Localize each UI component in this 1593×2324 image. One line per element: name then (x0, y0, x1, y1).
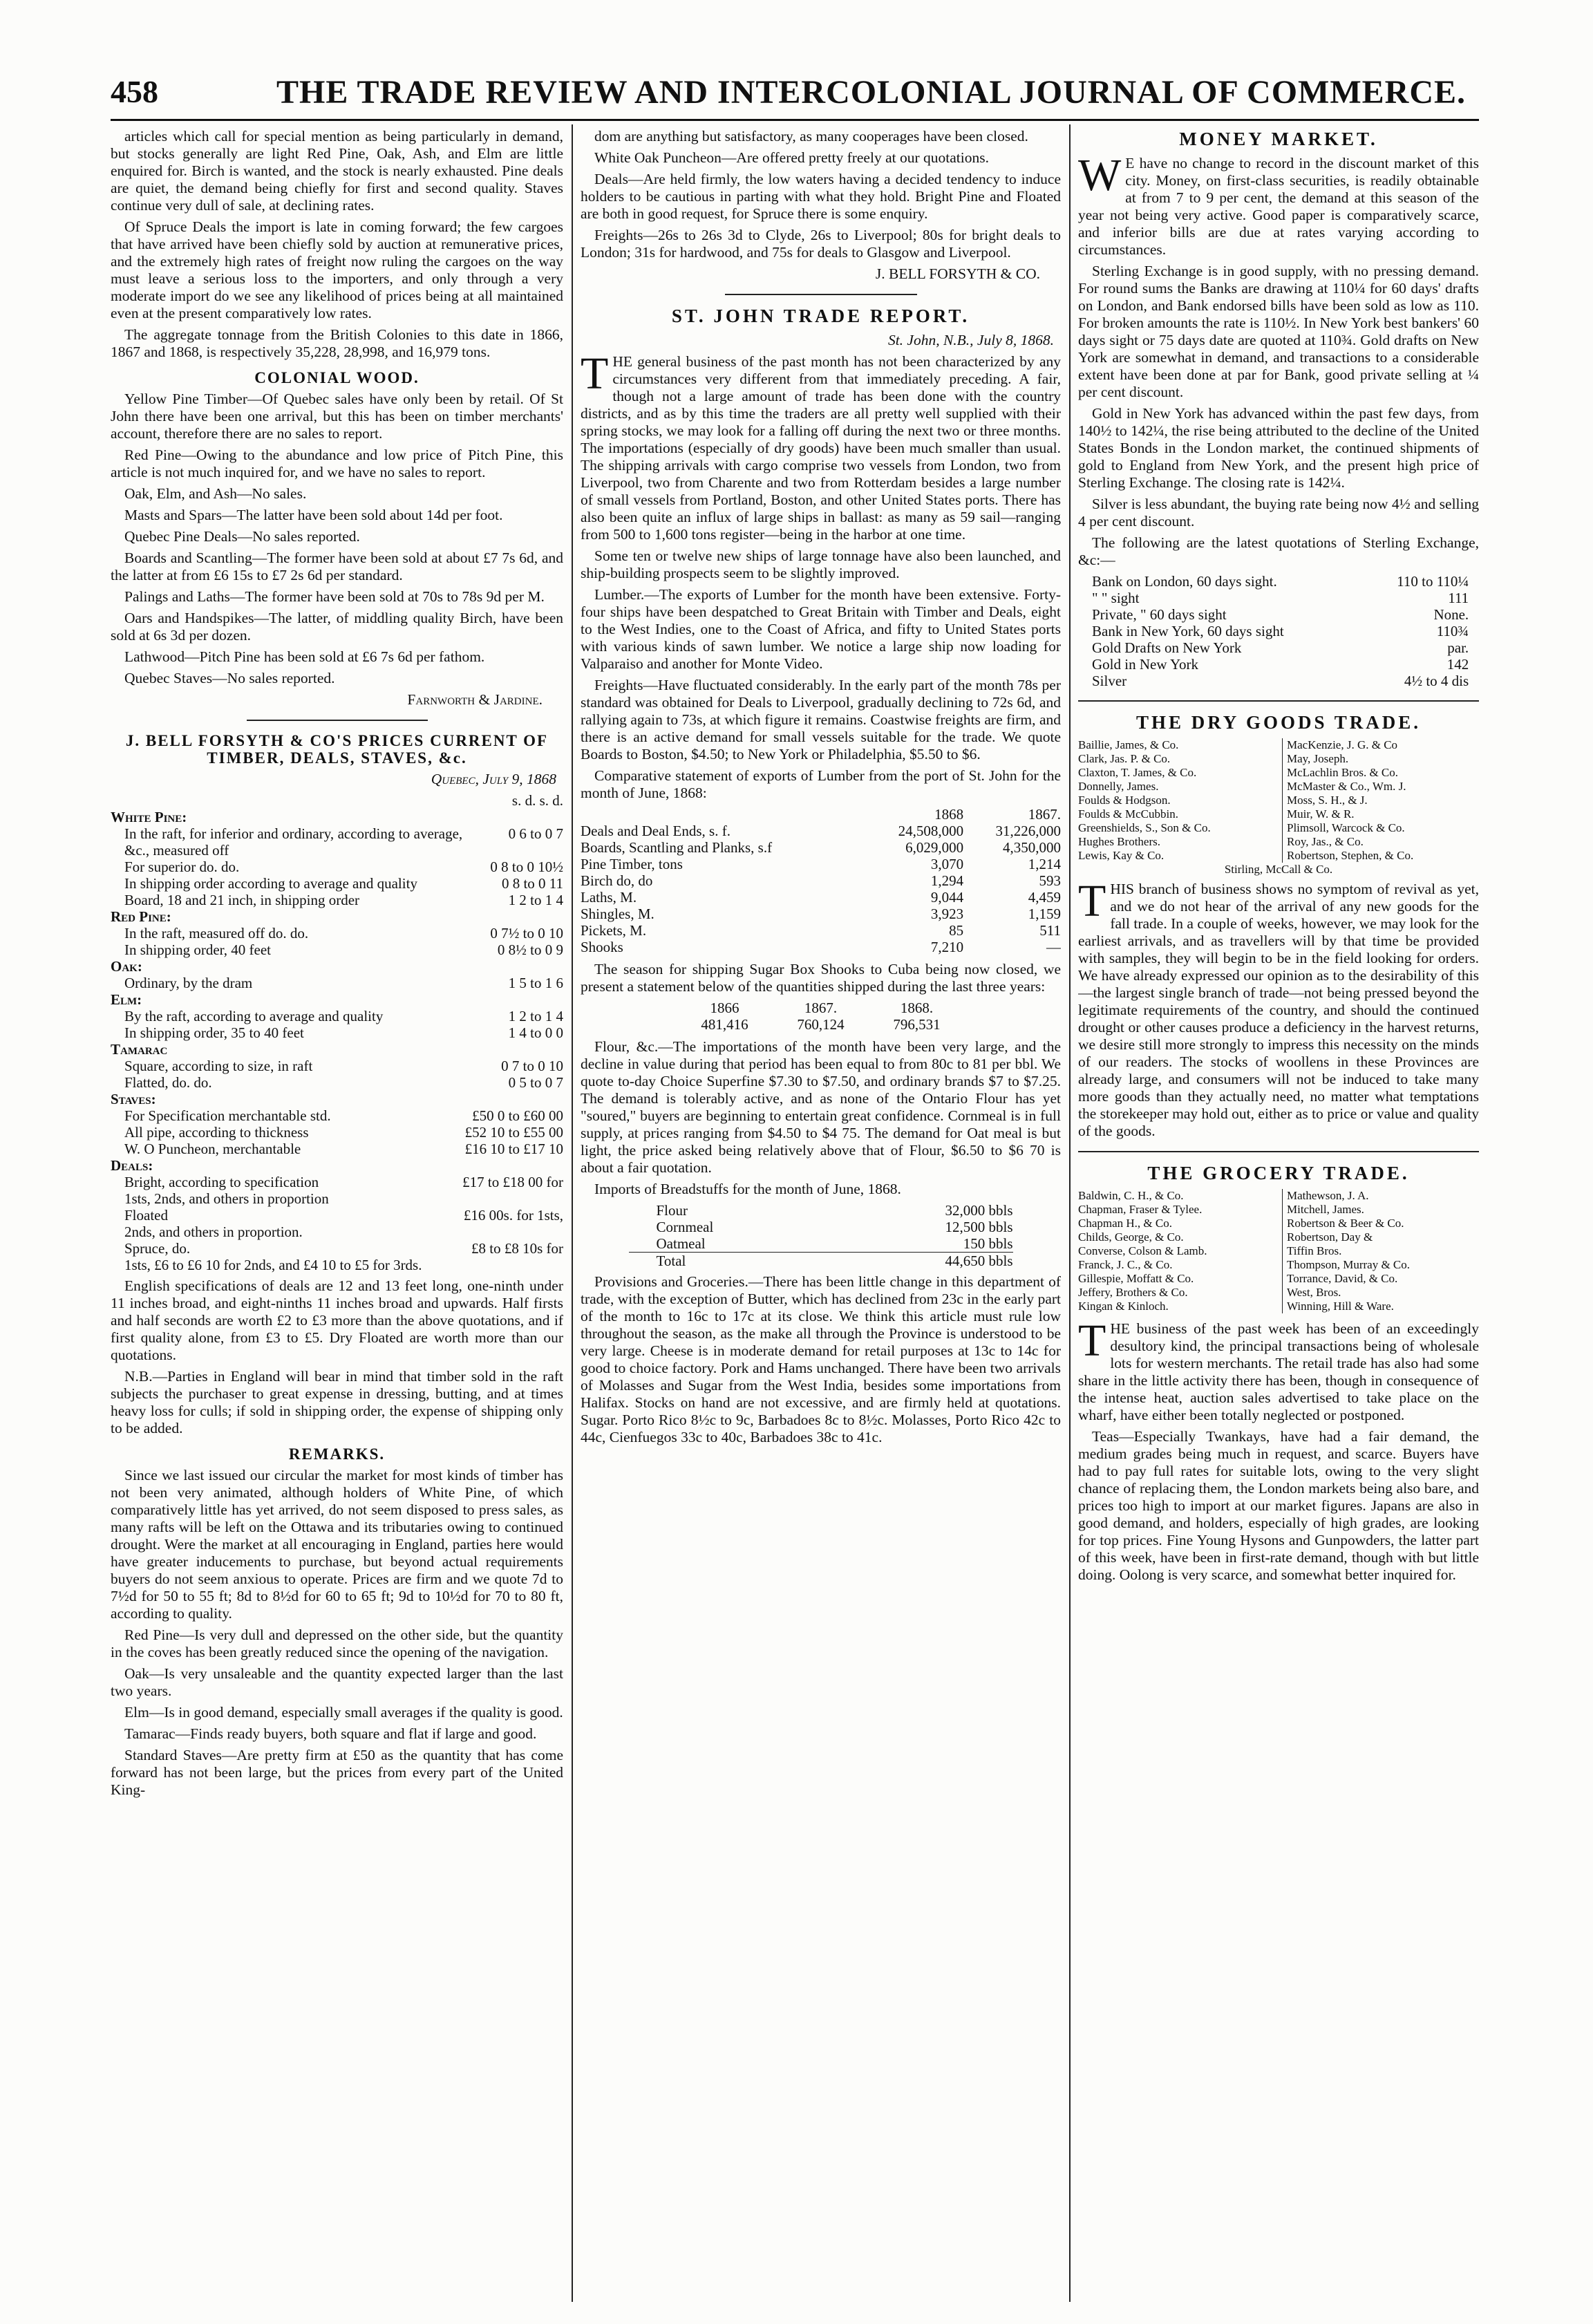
price-value: £16 10 to £17 10 (464, 1141, 563, 1157)
price-row (111, 1008, 563, 1024)
paragraph: Tamarac—Finds ready buyers, both square and flat if large and good. (124, 1725, 537, 1742)
paragraph: Of Spruce Deals the import is late in coming forward; the few cargoes that have arrived have been chiefly sold by auction at remunerative prices, and the extremely high rates of freight now ruling the cargoes on the way must leave a serious loss to the importers, and only through a very moderate import do we see any likelihood of prices being at all maintained even at the present comparatively low rates. (111, 218, 563, 321)
price-category-row (111, 958, 563, 975)
price-label: Spruce, do. (124, 1240, 191, 1257)
price-value (462, 1091, 563, 1107)
paragraph: The aggregate tonnage from the British Colonies to this date in 1866, 1867 and 1868, is respectively 35,228, 28,998, and 16,979 tons. (111, 326, 563, 360)
firm-name: Robertson, Day & (1287, 1230, 1373, 1244)
price-value: 0 8 to 0 10½ (490, 859, 563, 875)
exports-value-1867: 593 (1039, 872, 1061, 889)
paragraph: Deals—Are held firmly, the low waters having a decided tendency to induce holders to be cautious in parting with what they hold. Bright Pine and Floated are both in good request, for Spruce there is some enquiry. (581, 171, 1061, 222)
exports-value-1868: 6,029,000 (905, 839, 964, 856)
exports-row (581, 856, 1061, 872)
price-category-row (111, 908, 563, 925)
exports-label: Deals and Deal Ends, s. f. (581, 823, 730, 839)
imports-total-label: Total (629, 1253, 842, 1270)
signature: Farnworth & Jardine. (407, 691, 543, 708)
column-3 (1078, 128, 1479, 2305)
paragraph: English specifications of deals are 12 and 13 feet long, one-ninth under 11 inches broad, and eight-ninths 11 inches broad and upwards. Half firsts and half seconds are worth £2 to £3 more than the above quotations, and if first quality alone, from £3 to £5. Dry Floated are worth more than our quotations. (111, 1277, 563, 1363)
price-row (111, 875, 563, 892)
firms-right-list (1282, 738, 1479, 863)
signature: J. BELL FORSYTH & CO. (875, 265, 1040, 282)
paragraph: Quebec Pine Deals—No sales reported. (124, 528, 360, 545)
price-label: In shipping order, 40 feet (124, 941, 272, 958)
section-rule (725, 294, 917, 295)
paragraph: Flour, &c.—The importations of the month have been very large, and the decline in value during that period has been equal to from 80c to 81 per bbl. We quote to-day Choice Superfine $7.30 to $7.50, and ordinary brands $7 to $7.25. The demand is tolerably active, and as none of the Ontario Flour has yet "soured," buyers are beginning to entertain great confidence. Cornmeal is in full supply, at prices ranging from $4.50 to $4 75. The demand for Oat meal is but light, the price asked being relatively above that of Flour, $6.50 to $6 70 is about a fair quotation. (581, 1038, 1061, 1176)
firm-name: Thompson, Murray & Co. (1287, 1258, 1411, 1271)
paragraph: Lumber.—The exports of Lumber for the month have been extensive. Forty-four ships have been despatched to Great Britain with Timber and Deals, eight to the West Indies, one to the Coast of Africa, and fifty to United States ports with various kinds of sawn lumber. We notice a large ship now loading for Valparaiso and another for Monte Video. (581, 586, 1061, 672)
exports-row (581, 922, 1061, 939)
grocery-firms (1078, 1189, 1479, 1313)
price-value: 1 4 to 0 0 (508, 1024, 563, 1041)
prices-header-row (111, 792, 563, 809)
paragraph: Silver is less abundant, the buying rate being now 4½ and selling 4 per cent discount. (1078, 496, 1479, 530)
quote-label: Bank on London, 60 days sight. (1092, 573, 1277, 590)
price-value: 0 6 to 0 7 (508, 825, 563, 842)
price-row (111, 1240, 563, 1257)
paragraph: Red Pine—Owing to the abundance and low price of Pitch Pine, this article is not much inquired for, and we have no sales to report. (111, 447, 563, 480)
price-row (111, 1107, 563, 1124)
price-label: Staves: (111, 1091, 156, 1107)
imports-value: 150 bbls (963, 1235, 1013, 1252)
paragraph: Freights—26s to 26s 3d to Clyde, 26s to Liverpool; 80s for bright deals to London; 31s for hardwood, and 75s for deals to Glasgow and Liverpool. (581, 227, 1061, 261)
imports-total-value: 44,650 bbls (842, 1253, 1013, 1270)
quote-row (1092, 623, 1469, 639)
firm-name: Kingan & Kinloch. (1078, 1300, 1169, 1313)
price-row (111, 925, 563, 941)
paragraph: Since we last issued our circular the market for most kinds of timber has not been very animated, although holders of White Pine, of which comparatively little has yet arrived, do not seem disposed to press sales, as many rafts will be left on the Ottawa and its tributaries owing to continued drought. Were the market at all encouraging in England, parties here would have greater inducements to purchase, but beyond actual requirements buyers do not seem anxious to operate. Prices are firm and we quote 7d to 7½d for 50 to 55 ft; 8d to 8½d for 60 to 65 ft; 9d to 10½d for 70 to 80 ft, according to quality. (111, 1467, 563, 1622)
price-value: £8 to £8 10s for (471, 1240, 563, 1257)
shooks-value: 796,531 (893, 1016, 941, 1033)
paragraph: Teas—Especially Twankays, have had a fair demand, the medium grades being much in request, and scarce. Buyers have had to pay full rates for suitable lots, owing to the very slight chance of replacing them, the London markets being also bare, and prices too high to import at our market figures. Japans are also in good demand, and holders, especially of high grades, are looking for top prices. Fine Young Hysons and Gunpowders, the latter part of this week, have been in first-rate demand, though with but little doing. Oolong is very scarce, and somewhat better inquired for. (1078, 1428, 1479, 1583)
imports-label: Flour (656, 1202, 688, 1219)
exports-value-1867: 511 (1039, 922, 1061, 939)
price-value (462, 1041, 563, 1058)
paragraph: Boards and Scantling—The former have been sold at about £7 7s 6d, and the latter at from £6 15s to £7 2s 6d per standard. (111, 550, 563, 583)
price-label: In the raft, measured off do. do. (124, 925, 309, 941)
quote-value: None. (1433, 606, 1469, 623)
firm-name: Greenshields, S., Son & Co. (1078, 821, 1211, 834)
exports-row (581, 906, 1061, 922)
paragraph: Red Pine—Is very dull and depressed on the other side, but the quantity in the coves has been greatly reduced since the opening of the navigation. (111, 1627, 563, 1660)
firms-left-list (1078, 738, 1275, 863)
firms-right-list (1282, 1189, 1479, 1313)
paragraph: Imports of Breadstuffs for the month of June, 1868. (594, 1181, 901, 1197)
intro-paragraphs (111, 128, 563, 361)
price-category-row (111, 1041, 563, 1058)
price-label: Floated (124, 1207, 168, 1224)
quote-label: " " sight (1092, 590, 1140, 606)
exports-label: Shingles, M. (581, 906, 654, 922)
price-value: £52 10 to £55 00 (464, 1124, 563, 1141)
quote-label: Bank in New York, 60 days sight (1092, 623, 1284, 639)
header-rule (111, 119, 1479, 121)
firm-name: Robertson, Stephen, & Co. (1287, 849, 1414, 862)
shooks-years-row (677, 1000, 965, 1016)
quote-value: 111 (1448, 590, 1469, 606)
exports-value-1867: 1,214 (1028, 856, 1061, 872)
drop-cap: W (1078, 150, 1122, 200)
imports-total-row (629, 1253, 1013, 1270)
paragraph: Gold in New York has advanced within the past few days, from 140½ to 142¼, the rise being attributed to the decline of the United States Bonds in the London market, the continued shipments of gold to England from New York, and the present high price of Sterling Exchange. The closing rate is 142¼. (1078, 405, 1479, 491)
paragraph: Yellow Pine Timber—Of Quebec sales have only been by retail. Of St John there have been one arrival, but this has been on timber merchants' account, therefore there are no sales to report. (111, 391, 563, 442)
price-row (111, 1257, 563, 1273)
firm-name: West, Bros. (1287, 1286, 1341, 1299)
price-row (111, 1207, 563, 1224)
price-value: 1 5 to 1 6 (508, 975, 563, 991)
quote-row (1092, 606, 1469, 623)
paragraph: Oak, Elm, and Ash—No sales. (124, 485, 307, 502)
exports-row (581, 889, 1061, 906)
price-label: Tamarac (111, 1041, 168, 1058)
firm-name: Jeffery, Brothers & Co. (1078, 1286, 1188, 1299)
shooks-table (677, 1000, 965, 1033)
firm-name: May, Joseph. (1287, 752, 1349, 765)
quote-value: 110¾ (1436, 623, 1469, 639)
price-category-row (111, 991, 563, 1008)
dry-goods-heading: THE DRY GOODS TRADE. (1135, 712, 1422, 733)
exports-label: Boards, Scantling and Planks, s.f (581, 839, 773, 856)
firm-name: Roy, Jas., & Co. (1287, 835, 1364, 848)
firm-name: McMaster & Co., Wm. J. (1287, 780, 1406, 793)
firm-name: Lewis, Kay & Co. (1078, 849, 1165, 862)
exports-column-label: 1868 (934, 806, 964, 823)
paragraph: THIS branch of business shows no symptom of revival as yet, and we do not hear of the arrival of any new goods for the fall trade. In a couple of weeks, however, we may look for the earliest arrivals, and as travellers will by that time be provided with samples, they will begin to be in the field looking for orders. We have already expressed our opinion as to the desirability of this—the largest single branch of trade—not being pressed beyond the legitimate requirements of the country, and should the continued drought or other causes produce a deficiency in the harvest returns, we desire still more strongly to impress this necessity on the minds of our readers. The stocks of woollens in these Provinces are already large, and consumers will not be induced to take many more goods than they actually need, no matter what temptations the storekeeper may hold out, either as to price or value and quality of the goods. (1078, 876, 1479, 1139)
section-rule (1078, 700, 1479, 702)
price-value (462, 1157, 563, 1174)
imports-value: 32,000 bbls (945, 1202, 1013, 1219)
price-value (462, 908, 563, 925)
exports-row (581, 823, 1061, 839)
money-market-paragraphs (1078, 150, 1479, 569)
paragraph: THE business of the past week has been of an exceedingly desultory kind, the principal transactions being of wholesale lots for western merchants. The retail trade has also had some share in the little activity there has been, though in consequence of the intense heat, auction sales advertised to take place on the wharf, have either been totally neglected or postponed. (1078, 1315, 1479, 1423)
exports-value-1868: 24,508,000 (898, 823, 964, 839)
price-value: 0 8½ to 0 9 (497, 941, 563, 958)
firm-name: Baldwin, C. H., & Co. (1078, 1189, 1184, 1202)
price-value (462, 1257, 563, 1273)
price-value: 0 8 to 0 11 (501, 875, 563, 892)
imports-label: Oatmeal (656, 1235, 706, 1252)
firm-name: Chapman, Fraser & Tylee. (1078, 1203, 1203, 1216)
firm-name: MacKenzie, J. G. & Co (1287, 738, 1398, 751)
price-value: 1 2 to 1 4 (508, 892, 563, 908)
column-2 (581, 128, 1061, 2305)
quote-value: 142 (1446, 656, 1469, 673)
price-row (111, 825, 563, 859)
price-label: Elm: (111, 991, 142, 1008)
price-row (111, 1024, 563, 1041)
price-label: Oak: (111, 958, 142, 975)
imports-value: 12,500 bbls (945, 1219, 1013, 1235)
price-row (111, 1224, 563, 1240)
exports-value-1868: 3,923 (930, 906, 964, 922)
quote-row (1092, 656, 1469, 673)
firm-name: Gillespie, Moffatt & Co. (1078, 1272, 1194, 1285)
price-row (111, 1141, 563, 1157)
price-row (111, 975, 563, 991)
price-label: Red Pine: (111, 908, 171, 925)
price-row (111, 1124, 563, 1141)
flour-paragraphs (581, 1038, 1061, 1198)
firm-name: Baillie, James, & Co. (1078, 738, 1179, 751)
price-value: 1 2 to 1 4 (508, 1008, 563, 1024)
exports-label: Shooks (581, 939, 623, 955)
exchange-quotes-table (1092, 573, 1469, 689)
paragraph: Oars and Handspikes—The latter, of middling quality Birch, have been sold at 6s 3d per dozen. (111, 610, 563, 644)
quote-value: 110 to 110¼ (1397, 573, 1469, 590)
exports-value-1868: 85 (949, 922, 964, 939)
stjohn-paragraphs (581, 348, 1061, 802)
drop-cap: T (581, 348, 609, 399)
firm-name: Foulds & Hodgson. (1078, 794, 1171, 807)
column-divider (1069, 124, 1071, 2302)
dry-goods-firm-last: Stirling, McCall & Co. (1224, 863, 1333, 876)
price-value (462, 809, 563, 825)
price-label: 2nds, and others in proportion. (124, 1224, 303, 1240)
imports-row (629, 1219, 1013, 1235)
firms-left-list (1078, 1189, 1275, 1313)
imports-row (629, 1235, 1013, 1253)
price-value (462, 1224, 563, 1240)
price-value (462, 991, 563, 1008)
price-label: W. O Puncheon, merchantable (124, 1141, 301, 1157)
price-value (462, 958, 563, 975)
prices-dateline: Quebec, July 9, 1868 (431, 771, 556, 787)
price-label: For superior do. do. (124, 859, 240, 875)
price-label: Square, according to size, in raft (124, 1058, 313, 1074)
price-label: Ordinary, by the dram (124, 975, 253, 991)
price-value: £17 to £18 00 for (462, 1174, 563, 1190)
paragraph: N.B.—Parties in England will bear in mind that timber sold in the raft subjects the purchaser to great expense in dressing, butting, and at times heavy loss for culls; if sold in shipping order, the expense of shipping only to be added. (111, 1368, 563, 1436)
paragraph: THE general business of the past month has not been characterized by any circumstances very different from that immediately preceding. A fair, though not a large amount of trade has been done with the country districts, and as by this time the traders are all pretty well supplied with their spring stocks, we may look for a falling off during the next two or three months. The importations (especially of dry goods) have been much smaller than usual. The shipping arrivals with cargo comprise two vessels from London, two from Liverpool, two from Charente and two from Rotterdam besides a large number of small vessels from Portland, Boston, and other United States ports. There has also been quite an influx of large ships in ballast: as many as 59 sail—ranging from 500 to 1,600 tons register—being in the harbor at one time. (581, 348, 1061, 543)
firm-name: Tiffin Bros. (1287, 1244, 1342, 1257)
paragraph: articles which call for special mention as being particularly in demand, but stocks generally are light Red Pine, Oak, Ash, and Elm are little enquired for. Birch is wanted, and the stock is nearly exhausted. Pine deals are quiet, the demand being chiefly for first and second quality. Staves continue very dull of sale, at declining rates. (111, 128, 563, 214)
quote-label: Gold Drafts on New York (1092, 639, 1242, 656)
prices-column-labels: s. d. s. d. (511, 792, 563, 809)
section-rule (1078, 1151, 1479, 1152)
shooks-value: 760,124 (797, 1016, 845, 1033)
firm-name: Chapman H., & Co. (1078, 1217, 1172, 1230)
price-label: 1sts, £6 to £6 10 for 2nds, and £4 10 to £5 for 3rds. (124, 1257, 422, 1273)
paragraph: Masts and Spars—The latter have been sold about 14d per foot. (124, 507, 503, 523)
quote-label: Private, " 60 days sight (1092, 606, 1227, 623)
paragraph: Quebec Staves—No sales reported. (124, 670, 335, 686)
price-row (111, 941, 563, 958)
money-market-heading: MONEY MARKET. (1179, 129, 1378, 149)
firm-name: Robertson & Beer & Co. (1287, 1217, 1404, 1230)
exports-row (581, 839, 1061, 856)
remarks-paragraphs (111, 1467, 563, 1799)
price-label: In shipping order according to average and quality (124, 875, 417, 892)
firm-name: Mitchell, James. (1287, 1203, 1364, 1216)
price-label: For Specification merchantable std. (124, 1107, 331, 1124)
provisions-paragraphs (581, 1273, 1061, 1446)
price-category-row (111, 809, 563, 825)
remarks-heading: REMARKS. (288, 1445, 386, 1463)
exports-label: Pine Timber, tons (581, 856, 683, 872)
exports-label: Pickets, M. (581, 922, 647, 939)
shooks-year: 1867. (804, 1000, 838, 1016)
exports-row (581, 939, 1061, 955)
shooks-year: 1868. (900, 1000, 934, 1016)
exports-value-1867: 31,226,000 (995, 823, 1061, 839)
price-label: 1sts, 2nds, and others in proportion (124, 1190, 329, 1207)
stjohn-heading: ST. JOHN TRADE REPORT. (671, 306, 970, 326)
paragraph: Some ten or twelve new ships of large tonnage have also been launched, and ship-building prospects seem to be slightly improved. (581, 547, 1061, 581)
price-value: £16 00s. for 1sts, (463, 1207, 563, 1224)
paragraph: W E have no change to record in the discount market of this city. Money, on first-class securities, is readily obtainable at from 7 to 9 per cent, the demand at this season of the year not being very active. Good paper is comparatively scarce, and inferior bills are due at rates varying according to circumstances. (1078, 150, 1479, 258)
firm-name: Converse, Colson & Lamb. (1078, 1244, 1207, 1257)
price-label: All pipe, according to thickness (124, 1124, 309, 1141)
drop-cap: T (1078, 1315, 1106, 1366)
price-label: Bright, according to specification (124, 1174, 319, 1190)
firm-name: Winning, Hill & Ware. (1287, 1300, 1394, 1313)
firm-name: Childs, George, & Co. (1078, 1230, 1184, 1244)
exports-label: Laths, M. (581, 889, 637, 906)
price-label: By the raft, according to average and quality (124, 1008, 384, 1024)
paragraph: Elm—Is in good demand, especially small averages if the quality is good. (124, 1704, 563, 1721)
price-label: Deals: (111, 1157, 153, 1174)
paragraph: Sterling Exchange is in good supply, with no pressing demand. For round sums the Banks are drawing at 110¼ for 60 days' drafts on London, and Bank endorsed bills have been sold as low as 110. For broken amounts the rate is 110½. In New York best bankers' 60 days sight or 75 days date are quoted at 110¾. Gold drafts on New York are somewhat in demand, and transactions to a considerable extent have been done at par for Bank, good private selling at ¼ per cent discount. (1078, 263, 1479, 400)
paragraph: Comparative statement of exports of Lumber from the port of St. John for the month of June, 1868: (581, 767, 1061, 801)
shooks-value: 481,416 (701, 1016, 748, 1033)
page-header (111, 69, 1479, 118)
price-value: 0 7 to 0 10 (501, 1058, 563, 1074)
grocery-heading: THE GROCERY TRADE. (1147, 1163, 1410, 1183)
price-label: In shipping order, 35 to 40 feet (124, 1024, 304, 1041)
exports-value-1868: 9,044 (930, 889, 964, 906)
price-label: In the raft, for inferior and ordinary, according to average, &c., measured off (124, 825, 463, 859)
firm-name: Claxton, T. James, & Co. (1078, 766, 1197, 779)
stjohn-dateline: St. John, N.B., July 8, 1868. (887, 332, 1054, 348)
shooks-year: 1866 (710, 1000, 739, 1016)
imports-row (629, 1202, 1013, 1219)
quote-label: Silver (1092, 673, 1127, 689)
price-value (462, 1190, 563, 1207)
price-label: Board, 18 and 21 inch, in shipping order (124, 892, 360, 908)
imports-table (629, 1202, 1013, 1269)
quote-value: par. (1447, 639, 1469, 656)
price-value: 0 7½ to 0 10 (490, 925, 563, 941)
quote-value: 4½ to 4 dis (1404, 673, 1469, 689)
page-number: 458 (111, 74, 158, 109)
price-label: Flatted, do. do. (124, 1074, 212, 1091)
exports-table (581, 806, 1061, 955)
firm-name: Foulds & McCubbin. (1078, 807, 1178, 821)
colonial-wood-heading: COLONIAL WOOD. (254, 369, 420, 386)
firm-name: Hughes Brothers. (1078, 835, 1160, 848)
firm-name: McLachlin Bros. & Co. (1287, 766, 1399, 779)
price-row (111, 1058, 563, 1074)
grocery-paragraphs (1078, 1315, 1479, 1584)
firm-name: Plimsoll, Warcock & Co. (1287, 821, 1405, 834)
section-rule (247, 720, 428, 721)
paragraph: Oak—Is very unsaleable and the quantity expected larger than the last two years. (111, 1665, 563, 1699)
quote-row (1092, 590, 1469, 606)
intro-paragraphs (581, 128, 1061, 261)
journal-title: THE TRADE REVIEW AND INTERCOLONIAL JOURNAL OF COMMERCE. (276, 74, 1467, 111)
shooks-values-row (677, 1016, 965, 1033)
price-row (111, 1174, 563, 1190)
quote-row (1092, 573, 1469, 590)
paragraph: Palings and Laths—The former have been sold at 70s to 78s 9d per M. (124, 588, 545, 605)
prices-table (111, 792, 563, 1273)
firm-name: Clark, Jas. P. & Co. (1078, 752, 1171, 765)
paragraph: White Oak Puncheon—Are offered pretty freely at our quotations. (594, 149, 989, 166)
price-category-row (111, 1091, 563, 1107)
column-1 (111, 128, 563, 2305)
price-row (111, 892, 563, 908)
column-divider (572, 124, 573, 2302)
firm-name: Mathewson, J. A. (1287, 1189, 1369, 1202)
shooks-paragraph: The season for shipping Sugar Box Shooks to Cuba being now closed, we present a statement below of the quantities shipped during the last three years: (581, 961, 1061, 995)
exports-row (581, 872, 1061, 889)
paragraph: Freights—Have fluctuated considerably. In the early part of the month 78s per standard was obtained for Deals to Liverpool, gradually declining to 72s 6d, and rallying again to 73s, at which figure it remains. Coastwise freights are firm, and there is an active demand for small vessels suitable for the trade. We quote Boards to Boston, $4.50; to New York or Philadelphia, $5.50 to $6. (581, 677, 1061, 762)
exports-value-1868: 7,210 (930, 939, 964, 955)
exports-label: Birch do, do (581, 872, 653, 889)
price-category-row (111, 1157, 563, 1174)
firm-name: Muir, W. & R. (1287, 807, 1355, 821)
price-row (111, 1074, 563, 1091)
firm-name: Donnelly, James. (1078, 780, 1159, 793)
price-row (111, 859, 563, 875)
exports-header-row (581, 806, 1061, 823)
price-label: White Pine: (111, 809, 187, 825)
exports-value-1867: 4,350,000 (1003, 839, 1061, 856)
exports-value-1868: 1,294 (930, 872, 964, 889)
exports-value-1867: 4,459 (1028, 889, 1061, 906)
exports-value-1867: — (1046, 939, 1061, 955)
firm-name: Torrance, David, & Co. (1287, 1272, 1398, 1285)
paragraph: Provisions and Groceries.—There has been little change in this department of trade, with the exception of Butter, which has declined from 23c in the early part of the month to 16c to 17c at its close. We think this article must rule low throughout the season, as the make all through the Province is understood to be very large. Cheese is in moderate demand for retail purposes at 13c to 14c for good to choice factory. Pork and Hams unchanged. There have been two arrivals of Molasses and Sugar from the West India, besides some importations from Halifax. Stocks on hand are not excessive, and are firmly held at quotations. Sugar. Porto Rico 8½c to 9c, Barbadoes 8c to 8½c. Molasses, Porto Rico 42c to 44c, Cienfuegos 33c to 40c, Barbadoes 38c to 41c. (581, 1273, 1061, 1445)
notes-paragraphs (111, 1277, 563, 1437)
colonial-wood-paragraphs (111, 391, 563, 687)
drop-cap: T (1078, 876, 1106, 926)
paragraph: Lathwood—Pitch Pine has been sold at £6 7s 6d per fathom. (124, 648, 485, 665)
price-row (111, 1190, 563, 1207)
paragraph: Standard Staves—Are pretty firm at £50 as the quantity that has come forward has not been large, but the prices from every part of the United King- (111, 1747, 563, 1798)
quote-row (1092, 673, 1469, 689)
quote-row (1092, 639, 1469, 656)
paragraph: dom are anything but satisfactory, as many cooperages have been closed. (594, 128, 1028, 144)
exports-value-1867: 1,159 (1028, 906, 1061, 922)
firm-name: Moss, S. H., & J. (1287, 794, 1368, 807)
prices-heading: J. BELL FORSYTH & CO'S PRICES CURRENT OF TIMBER, DEALS, STAVES, &c. (125, 732, 549, 767)
price-value: 0 5 to 0 7 (508, 1074, 563, 1091)
dry-goods-firms (1078, 738, 1479, 863)
imports-label: Cornmeal (656, 1219, 714, 1235)
quote-label: Gold in New York (1092, 656, 1199, 673)
price-value: £50 0 to £60 00 (472, 1107, 563, 1124)
firm-name: Franck, J. C., & Co. (1078, 1258, 1173, 1271)
dry-goods-paragraphs (1078, 876, 1479, 1140)
exports-column-label: 1867. (1028, 806, 1061, 823)
paragraph: The following are the latest quotations of Sterling Exchange, &c:— (1078, 534, 1479, 568)
exports-value-1868: 3,070 (930, 856, 964, 872)
